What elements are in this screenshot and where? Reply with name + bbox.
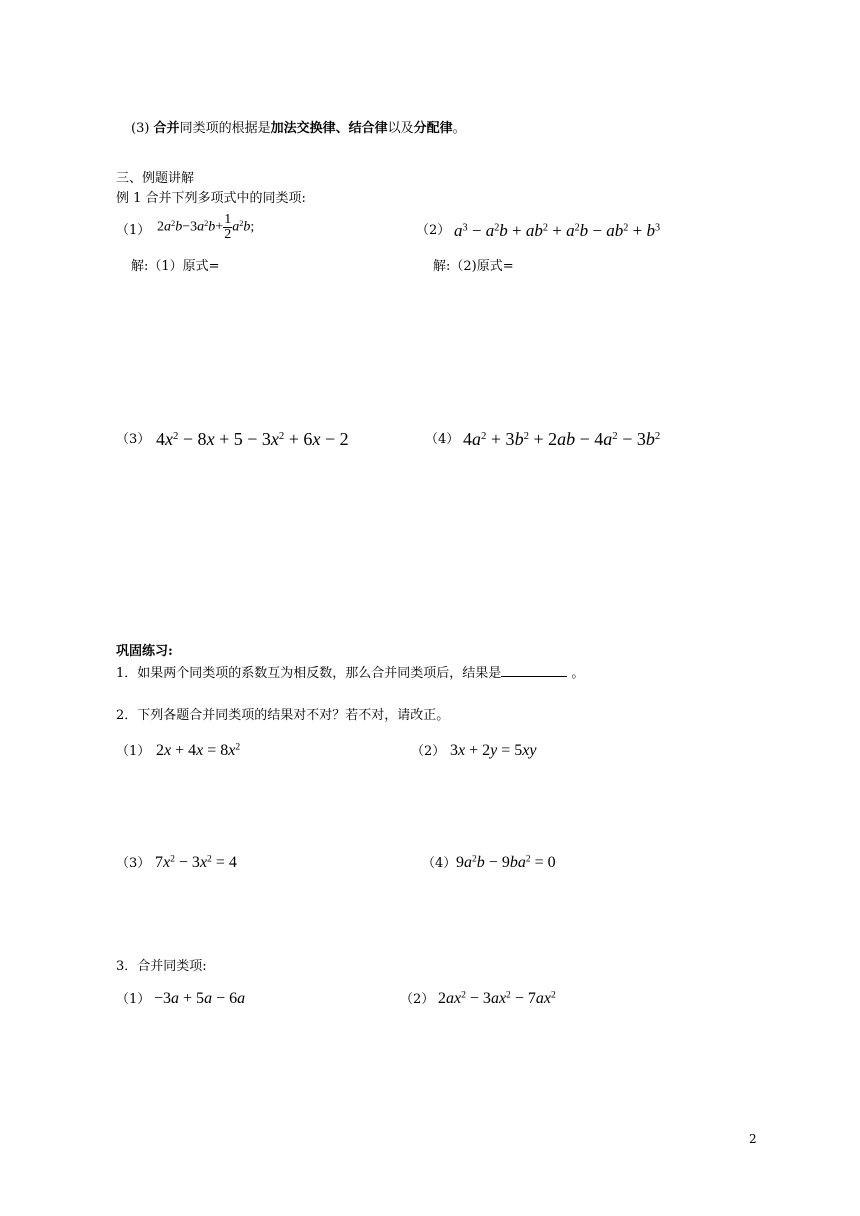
page-number: 2 — [749, 1132, 757, 1146]
practice-q2: 2．下列各题合并同类项的结果对不对？若不对，请改正。 — [116, 708, 450, 723]
rule-bold-2: 加法交换律、结合律 — [270, 121, 388, 136]
example1-p4-label: （4） — [425, 432, 460, 447]
practice-q3: 3．合并同类项: — [116, 959, 207, 974]
rule-line — [131, 120, 466, 138]
example1-title: 例 1 合并下列多项式中的同类项: — [116, 191, 306, 206]
example1-p2-expression: $a^3 - a^2b + ab^2 + a^2b - ab^2 + b^3$ — [454, 221, 661, 240]
rule-bold-3: 分配律 — [413, 121, 453, 136]
rule-bold-1: 合并 — [153, 121, 180, 136]
q2-item4-label: （4） — [422, 856, 457, 871]
section-title: 三、例题讲解 — [116, 171, 195, 186]
example1-p2-label: （2） — [416, 223, 451, 238]
example1-p3-expression: $4x^2 - 8x + 5 - 3x^2 + 6x - 2$ — [156, 429, 349, 449]
answer-blank — [501, 664, 567, 677]
rule-text-1: 同类项的根据是 — [179, 121, 271, 136]
example1-p3-label: （3） — [116, 432, 151, 447]
example1-p1-label: （1） — [116, 223, 151, 238]
q2-item1-expression: $2x + 4x = 8x^2$ — [156, 741, 241, 759]
practice-q1: 1．如果两个同类项的系数互为相反数，那么合并同类项后，结果是 。 — [116, 666, 585, 681]
example1-answer-1: 解:（1）原式= — [131, 259, 220, 274]
rule-text-2: 以及 — [387, 121, 414, 136]
q2-item3-expression: $7x^2 - 3x^2 = 4$ — [155, 853, 237, 871]
example1-p1-expression: $2a^2b-3a^2b+$ $\frac{1}{2}$ $a^2b$; — [157, 212, 255, 242]
q3-item2-label: （2） — [400, 992, 435, 1007]
example1-p4-expression: $4a^2 + 3b^2 + 2ab - 4a^2 - 3b^2$ — [463, 429, 661, 449]
q3-item2-expression: $2ax^2 - 3ax^2 - 7ax^2$ — [438, 989, 556, 1007]
fraction-one-half: $\frac{1}{2}$ — [224, 212, 232, 242]
q2-item2-expression: 3x + 2y = 5xy — [450, 742, 537, 759]
q2-item2-label: （2） — [411, 744, 446, 759]
q3-item1-expression: −3a + 5a − 6a — [154, 990, 246, 1007]
q2-item3-label: （3） — [116, 856, 151, 871]
rule-text-3: 。 — [452, 121, 466, 136]
practice-title: 巩固练习: — [116, 644, 173, 659]
q2-item4-expression: $9a^2b - 9ba^2 = 0$ — [456, 853, 556, 871]
rule-prefix: (3) — [131, 121, 154, 136]
example1-answer-2: 解:（2)原式= — [433, 259, 514, 274]
q3-item1-label: （1） — [116, 992, 151, 1007]
q2-item1-label: （1） — [116, 744, 151, 759]
